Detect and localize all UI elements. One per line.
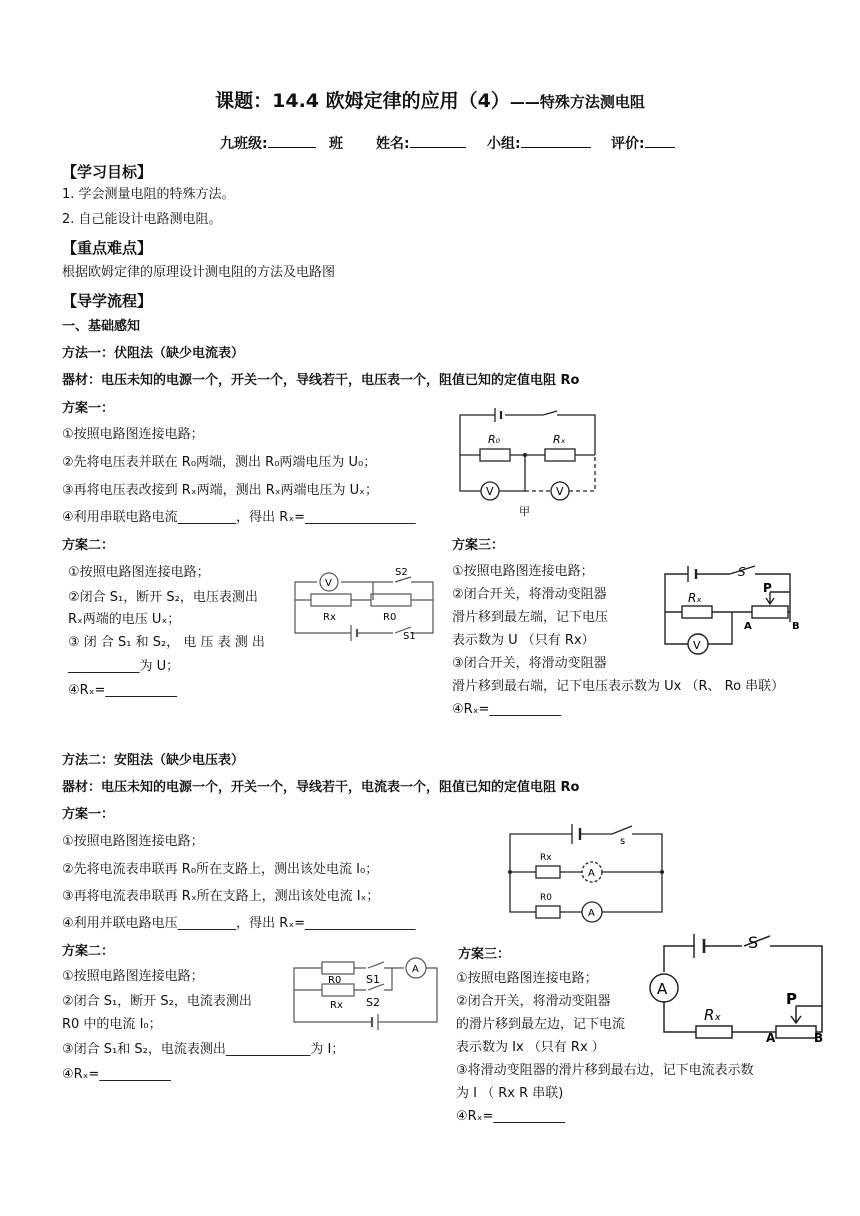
switch-label: S bbox=[748, 933, 759, 952]
part1-heading: 一、基础感知 bbox=[62, 319, 141, 334]
m2-s1-step: ③再将电流表串联再 Rₓ所在支路上，测出该处电流 Iₓ； bbox=[62, 889, 380, 904]
ban-label: 班 bbox=[329, 136, 343, 152]
m1-s2-step: ___________为 U； bbox=[68, 659, 180, 674]
objectives-heading: 【学习目标】 bbox=[62, 163, 153, 181]
keypoints-heading: 【重点难点】 bbox=[62, 239, 153, 257]
circuit-diagram-m1s3 bbox=[660, 562, 830, 662]
switch-label: S bbox=[738, 565, 746, 579]
m1-s2-title: 方案二： bbox=[62, 538, 115, 553]
m1-s3-title: 方案三： bbox=[452, 538, 505, 553]
ammeter-label: A bbox=[412, 964, 419, 975]
point-a-label: A bbox=[744, 621, 752, 632]
r0-label: R0 bbox=[328, 975, 342, 986]
m2-s2-step: ④Rₓ=___________ bbox=[62, 1067, 171, 1082]
circuit-diagram-m2s3 bbox=[652, 930, 827, 1045]
switch-label: s bbox=[620, 836, 626, 847]
circuit-diagram-m2s1 bbox=[508, 820, 668, 920]
group-field: 小组: bbox=[487, 133, 591, 153]
s1-label: S1 bbox=[403, 631, 416, 642]
voltmeter-label: V bbox=[693, 639, 701, 652]
m1-s1-step: ④利用串联电路电流_________，得出 Rₓ=_________________ bbox=[62, 510, 416, 525]
voltmeter-label: V bbox=[486, 485, 494, 498]
m1-s1-title: 方案一： bbox=[62, 401, 115, 416]
m1-s3-step: ④Rₓ=___________ bbox=[452, 702, 561, 717]
m1-s2-step: ①按照电路图连接电路； bbox=[68, 565, 210, 580]
m1-s3-step: ②闭合开关，将滑动变阻器 bbox=[452, 587, 607, 602]
slider-label: P bbox=[786, 990, 797, 1008]
m1-s3-step: 滑片移到最右端，记下电压表示数为 Ux （R、 Ro 串联） bbox=[452, 679, 785, 694]
m1-s1-step: ②先将电压表并联在 R₀两端，测出 R₀两端电压为 U₀； bbox=[62, 455, 377, 470]
m2-s1-step: ②先将电流表串联再 R₀所在支路上，测出该处电流 I₀； bbox=[62, 862, 379, 877]
m2-s3-title: 方案三： bbox=[458, 947, 511, 962]
m1-s2-step: ④Rₓ=___________ bbox=[68, 683, 177, 698]
m2-s2-step: R0 中的电流 I₀； bbox=[62, 1017, 162, 1032]
rx-label: Rₓ bbox=[688, 591, 702, 605]
m1-s3-step: ③闭合开关，将滑动变阻器 bbox=[452, 656, 607, 671]
voltmeter-label: V bbox=[325, 578, 332, 589]
method1-title: 方法一：伏阻法（缺少电流表） bbox=[62, 346, 245, 361]
rx-label: Rx bbox=[330, 1000, 343, 1011]
name-field: 姓名: bbox=[376, 133, 466, 153]
s1-label: S1 bbox=[366, 973, 380, 986]
method2-equipment: 器材：电压未知的电源一个，开关一个，导线若干，电流表一个，阻值已知的定值电阻 Ro bbox=[62, 780, 580, 795]
m2-s2-step: ②闭合 S₁，断开 S₂，电流表测出 bbox=[62, 994, 252, 1009]
rx-label: Rx bbox=[323, 612, 336, 623]
m1-s3-step: 滑片移到最左端，记下电压 bbox=[452, 610, 609, 625]
m2-s3-step: 的滑片移到最左边，记下电流 bbox=[456, 1017, 626, 1032]
objective-item: 1. 学会测量电阻的特殊方法。 bbox=[62, 187, 235, 202]
r0-label: R0 bbox=[540, 893, 552, 903]
circuit-diagram-m1s1 bbox=[455, 405, 605, 517]
m2-s3-step: ④Rₓ=___________ bbox=[456, 1109, 565, 1124]
method2-title: 方法二：安阻法（缺少电压表） bbox=[62, 753, 245, 768]
page-title: 课题：14.4 欧姆定律的应用（4）——特殊方法测电阻 bbox=[215, 90, 645, 112]
m2-s1-step: ①按照电路图连接电路； bbox=[62, 834, 204, 849]
point-b-label: B bbox=[814, 1031, 824, 1045]
m2-s3-step: 表示数为 Ix （只有 Rx ） bbox=[456, 1040, 605, 1055]
circuit-diagram-m1s2 bbox=[293, 565, 443, 647]
m2-s1-title: 方案一： bbox=[62, 807, 115, 822]
ammeter-label: A bbox=[657, 980, 668, 998]
figure-caption: 甲 bbox=[519, 505, 530, 518]
point-a-label: A bbox=[766, 1031, 776, 1045]
m2-s2-step: ①按照电路图连接电路； bbox=[62, 969, 204, 984]
eval-field: 评价: bbox=[611, 133, 675, 153]
m1-s1-step: ①按照电路图连接电路； bbox=[62, 427, 204, 442]
m1-s2-step: ②闭合 S₁，断开 S₂，电压表测出 bbox=[68, 590, 258, 605]
slider-label: P bbox=[763, 581, 772, 595]
m2-s1-step: ④利用并联电路电压_________，得出 Rₓ=_________________ bbox=[62, 916, 416, 931]
r0-label: R0 bbox=[383, 612, 397, 623]
rx-label: Rₓ bbox=[704, 1006, 722, 1024]
m2-s2-step: ③闭合 S₁和 S₂，电流表测出_____________为 I； bbox=[62, 1042, 345, 1057]
method1-equipment: 器材：电压未知的电源一个，开关一个，导线若干，电压表一个，阻值已知的定值电阻 Ro bbox=[62, 373, 580, 388]
r0-label: R₀ bbox=[488, 433, 501, 446]
flow-heading: 【导学流程】 bbox=[62, 292, 153, 310]
m1-s2-step: ③ 闭 合 S₁ 和 S₂， 电 压 表 测 出 bbox=[68, 635, 265, 650]
m2-s3-step: ②闭合开关，将滑动变阻器 bbox=[456, 994, 611, 1009]
m2-s3-step: ③将滑动变阻器的滑片移到最右边，记下电流表示数 bbox=[456, 1063, 754, 1078]
m1-s3-step: 表示数为 U （只有 Rx） bbox=[452, 633, 595, 648]
ammeter-label: A bbox=[588, 908, 595, 919]
s2-label: S2 bbox=[366, 996, 380, 1009]
m2-s2-title: 方案二： bbox=[62, 944, 115, 959]
keypoints-text: 根据欧姆定律的原理设计测电阻的方法及电路图 bbox=[62, 265, 336, 280]
rx-label: Rx bbox=[540, 853, 552, 863]
ammeter-label: A bbox=[588, 868, 595, 879]
m2-s3-step: 为 I （ Rx R 串联) bbox=[456, 1086, 564, 1101]
m2-s3-step: ①按照电路图连接电路； bbox=[456, 971, 598, 986]
m1-s1-step: ③再将电压表改接到 Rₓ两端，测出 Rₓ两端电压为 Uₓ； bbox=[62, 483, 378, 498]
point-b-label: B bbox=[792, 621, 800, 632]
s2-label: S2 bbox=[395, 567, 408, 578]
class-field: 九班级: bbox=[220, 133, 316, 153]
voltmeter-label: V bbox=[556, 485, 564, 498]
rx-label: Rₓ bbox=[553, 433, 566, 446]
m1-s3-step: ①按照电路图连接电路； bbox=[452, 564, 594, 579]
objective-item: 2. 自己能设计电路测电阻。 bbox=[62, 212, 222, 227]
circuit-diagram-m2s2 bbox=[292, 950, 442, 1030]
m1-s2-step: Rₓ两端的电压 Uₓ； bbox=[68, 612, 181, 627]
